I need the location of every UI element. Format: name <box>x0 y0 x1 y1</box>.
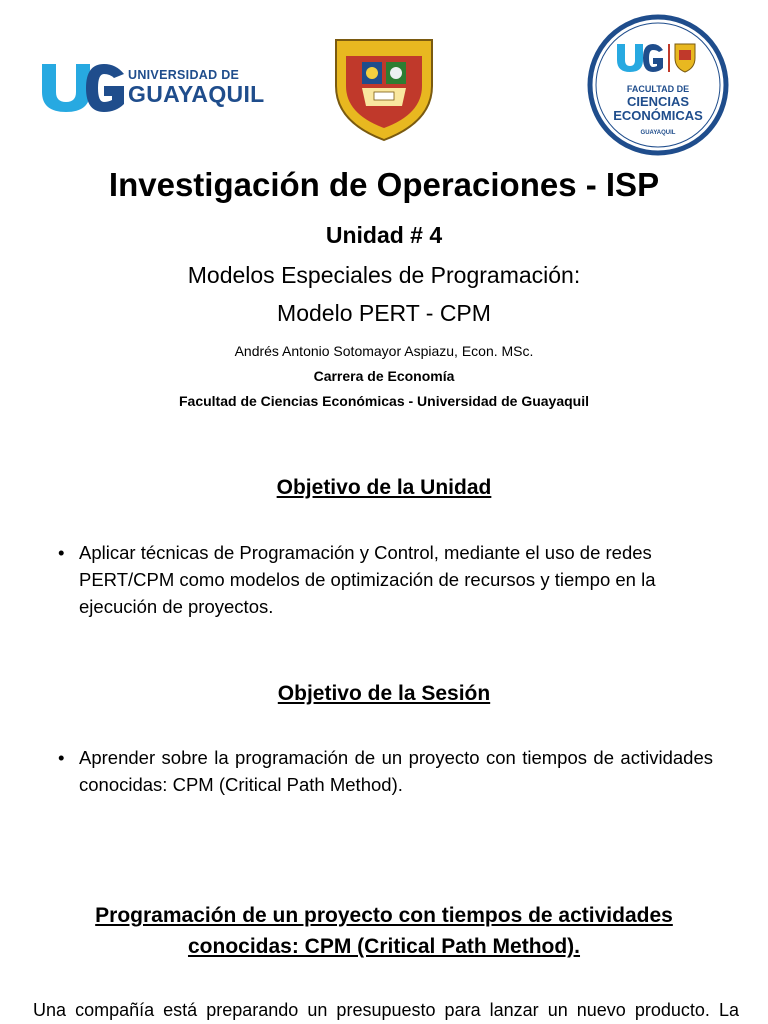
career-name: Carrera de Economía <box>313 368 455 384</box>
ug-logo-icon <box>38 58 126 114</box>
page-title: Investigación de Operaciones - ISP <box>108 166 660 203</box>
session-objective-bullet <box>58 744 713 798</box>
unit-objective-heading: Objetivo de la Unidad <box>276 476 492 499</box>
university-name <box>128 68 264 106</box>
university-line1: UNIVERSIDAD DE <box>128 68 240 82</box>
unit-number: Unidad # 4 <box>325 222 443 248</box>
faculty-name: Facultad de Ciencias Económicas - Universidad de Guayaquil <box>178 393 589 409</box>
author-name: Andrés Antonio Sotomayor Aspiazu, Econ. MSc. <box>234 343 534 359</box>
subtitle-line1: Modelos Especiales de Programación: <box>187 262 581 288</box>
programming-heading: Programación de un proyecto con tiempos de actividades conocidas: CPM (Critical Path Method). <box>95 904 673 958</box>
unit-objective-text: Aplicar técnicas de Programación y Control, mediante el uso de redes PERT/CPM como modelos de optimización de recursos y tiempo en la ejecución de proyectos. <box>79 542 656 617</box>
university-line2: GUAYAQUIL <box>128 81 265 107</box>
problem-paragraph: Una compañía está preparando un presupuesto para lanzar un nuevo producto. La <box>33 1000 739 1020</box>
badge-footer: GUAYAQUIL <box>640 130 676 136</box>
faculty-badge <box>587 14 729 156</box>
unit-objective-bullet <box>58 539 713 620</box>
faculty-shield-icon <box>332 36 436 142</box>
badge-line2: CIENCIAS <box>626 94 690 109</box>
subtitle-line2: Modelo PERT - CPM <box>277 300 491 326</box>
badge-line3: ECONÓMICAS <box>613 108 703 123</box>
university-logo <box>38 58 265 114</box>
badge-line1: FACULTAD DE <box>626 84 690 94</box>
bullet-dot-icon: • <box>58 747 65 768</box>
session-objective-text: Aprender sobre la programación de un proyecto con tiempos de actividades conocidas: CPM (Critical Path Method). <box>79 747 713 795</box>
logo-row <box>0 0 768 160</box>
session-objective-heading: Objetivo de la Sesión <box>277 682 491 705</box>
bullet-dot-icon: • <box>58 542 65 563</box>
